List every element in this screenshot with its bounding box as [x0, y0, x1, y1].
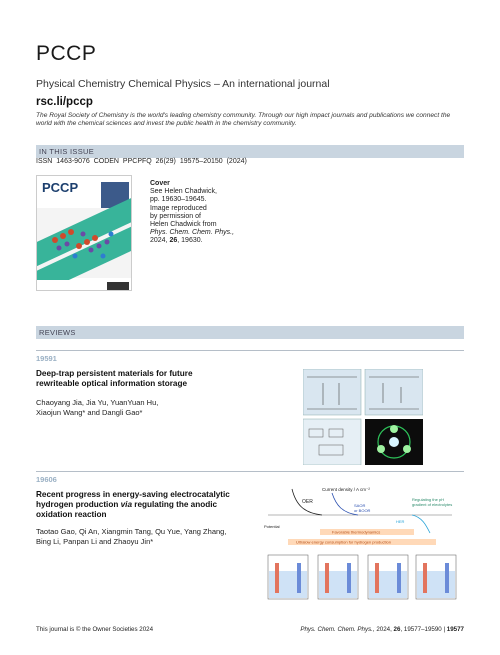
cover-illustration: [37, 176, 132, 291]
cover-year: 2024,: [150, 237, 170, 245]
cover-image: [36, 175, 132, 291]
graphic-label: HER: [396, 519, 405, 524]
article-title-line: oxidation reaction: [36, 510, 107, 519]
cover-line: Image reproduced: [150, 204, 207, 212]
in-this-issue-heading: IN THIS ISSUE: [36, 145, 464, 158]
article-authors-line: Xiaojun Wang* and Dangli Gao*: [36, 407, 143, 417]
footer-year: 2024,: [374, 626, 394, 633]
cover-caption: [150, 180, 260, 246]
article-page-number: 19591: [36, 354, 57, 363]
footer-separator: |: [441, 626, 447, 633]
cover-volume: 26: [169, 237, 178, 245]
footer-journal: Phys. Chem. Chem. Phys.,: [300, 626, 375, 633]
cover-logo: PCCP: [42, 180, 79, 195]
journal-subtitle: Physical Chemistry Chemical Physics – An international journal: [36, 78, 330, 90]
article-title-part: hydrogen production: [36, 500, 121, 509]
footer-copyright: This journal is © the Owner Societies 2024: [36, 626, 154, 633]
cover-line: See Helen Chadwick,: [150, 188, 217, 196]
article-authors-line: Chaoyang Jia, Jia Yu, YuanYuan Hu,: [36, 398, 159, 407]
graphic-label: Regulating the pH: [412, 497, 445, 502]
journal-title: PCCP: [36, 42, 97, 65]
footer-pages: , 19577–19590: [400, 626, 442, 633]
article-divider: [36, 350, 464, 351]
cover-label: Cover: [150, 180, 170, 187]
article-title-line: Recent progress in energy-saving electrocatalytic: [36, 490, 230, 499]
article-graphic: [262, 485, 462, 603]
graphic-label: OER: [302, 499, 313, 505]
article-authors-line: Taotao Gao, Qi An, Xiangmin Tang, Qu Yue, Yang Zhang,: [36, 527, 227, 536]
rsc-blurb: The Royal Society of Chemistry is the world's leading chemistry community. Through our high impact journals and publications we connect the world with the chemical sciences and invest the public health in the chemistry community.: [36, 112, 451, 127]
article-title-line: rewriteable optical information storage: [36, 379, 188, 388]
article-title-part: via: [120, 500, 132, 509]
article-title-line: Deep-trap persistent materials for future: [36, 369, 193, 378]
graphic-label: gradient of electrolytes: [412, 502, 453, 507]
graphic-label: Current density / A cm⁻²: [322, 487, 370, 492]
article-page-number: 19606: [36, 475, 57, 484]
footer-volume: 26: [393, 626, 401, 633]
article-title-part: regulating the anodic: [132, 500, 218, 509]
graphic-label: Favorable thermodynamics: [332, 529, 381, 535]
journal-url[interactable]: rsc.li/pccp: [36, 96, 93, 108]
article-title[interactable]: [36, 369, 266, 389]
cover-line: pp. 19630–19645.: [150, 196, 207, 204]
article-title[interactable]: [36, 490, 266, 520]
cover-line: by permission of: [150, 212, 201, 220]
article-divider: [36, 471, 464, 472]
article-authors: [36, 527, 256, 546]
reviews-heading: REVIEWS: [36, 326, 464, 339]
article-graphic: [303, 369, 423, 465]
graphic-label: Potential: [264, 524, 280, 529]
graphic-label: Ultralow energy consumption for hydrogen production: [296, 539, 391, 545]
cover-journal: Phys. Chem. Chem. Phys.,: [150, 229, 235, 237]
issn-line: ISSN 1463-9076 CODEN PPCPFQ 26(29) 19575–20150 (2024): [36, 158, 247, 165]
graphic-label: SAOR: [354, 503, 366, 508]
footer-citation: [300, 626, 464, 633]
cover-page: , 19630.: [177, 237, 203, 245]
cover-line: Helen Chadwick from: [150, 221, 217, 229]
footer-page-number: 19577: [446, 626, 464, 633]
article-authors-line: Bing Li, Panpan Li and Zhaoyu Jin*: [36, 536, 154, 546]
graphic-label: or BOOR: [354, 508, 371, 513]
article-authors: [36, 398, 256, 417]
